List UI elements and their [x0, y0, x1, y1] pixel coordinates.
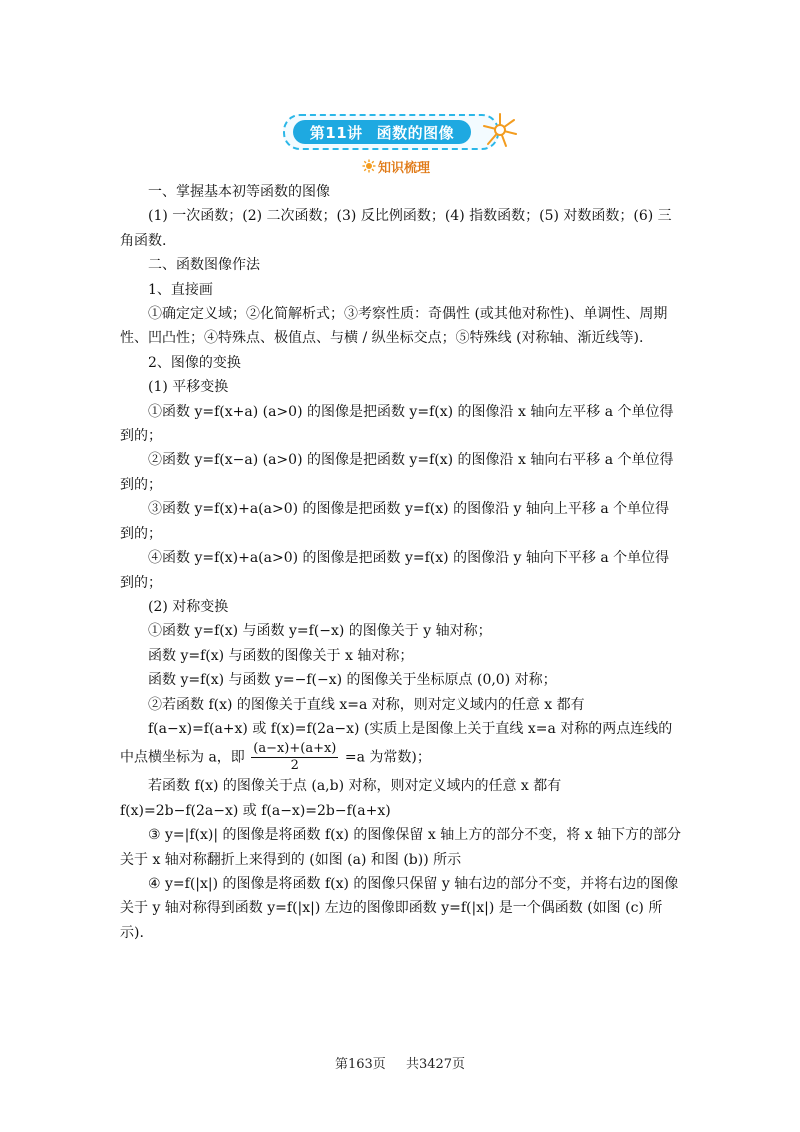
fraction-numerator: (a−x)+(a+x)	[253, 741, 337, 757]
lesson-title-banner	[283, 114, 499, 150]
heading-2: 二、函数图像作法	[148, 257, 260, 274]
sym-item-5-text: f(a−x)=f(a+x) 或 f(x)=f(2a−x) (实质上是图像上关于直线 x=a 对称的两点连线的中点横坐标为 a，即	[120, 720, 673, 766]
body-text	[120, 180, 682, 945]
fraction-denominator: 2	[290, 758, 299, 774]
direct-steps: ①确定定义域；②化简解析式；③考察性质：奇偶性 (或其他对称性)、单调性、周期性、凹凸性；④特殊点、极值点、与横 / 纵坐标交点；⑤特殊线 (对称轴、渐近线等).	[120, 306, 668, 347]
heading-1: 一、掌握基本初等函数的图像	[148, 184, 330, 200]
paragraph-funcs: (1) 一次函数；(2) 二次函数；(3) 反比例函数；(4) 指数函数；(5) 对数函数；(6) 三角函数.	[120, 208, 672, 249]
shift-title: (1) 平移变换	[148, 379, 229, 396]
direct-title: 1、直接画	[148, 281, 213, 298]
sym-title: (2) 对称变换	[148, 598, 229, 615]
sym-item-6: 若函数 f(x) 的图像关于点 (a,b) 对称，则对定义域内的任意 x 都有 f(x)=2b−f(2a−x) 或 f(a−x)=2b−f(a+x)	[120, 778, 562, 819]
abs-item-1: ③ y=|f(x)| 的图像是将函数 f(x) 的图像保留 x 轴上方的部分不变，将 x 轴下方的部分关于 x 轴对称翻折上来得到的 (如图 (a) 和图 (b)) 所示	[120, 827, 682, 868]
transform-title: 2、图像的变换	[148, 354, 241, 371]
shift-item-4: ④函数 y=f(x)+a(a>0) 的图像是把函数 y=f(x) 的图像沿 y 轴向下平移 a 个单位得到的；	[120, 550, 670, 591]
page-number: 第163页	[334, 1057, 386, 1072]
sym-item-1: ①函数 y=f(x) 与函数 y=f(−x) 的图像关于 y 轴对称；	[148, 623, 492, 640]
section-heading	[362, 157, 430, 175]
page-footer	[0, 1053, 800, 1072]
flower-icon	[480, 110, 520, 150]
shift-item-3: ③函数 y=f(x)+a(a>0) 的图像是把函数 y=f(x) 的图像沿 y 轴向上平移 a 个单位得到的；	[120, 501, 670, 542]
sym-item-3: 函数 y=f(x) 与函数 y=−f(−x) 的图像关于坐标原点 (0,0) 对称；	[148, 672, 557, 689]
shift-item-2: ②函数 y=f(x−a) (a>0) 的图像是把函数 y=f(x) 的图像沿 x 轴向右平移 a 个单位得到的；	[120, 452, 674, 493]
sun-icon	[362, 159, 376, 173]
shift-item-1: ①函数 y=f(x+a) (a>0) 的图像是把函数 y=f(x) 的图像沿 x 轴向左平移 a 个单位得到的；	[120, 403, 674, 445]
sym-item-5-tail: =a 为常数)；	[344, 749, 431, 766]
lesson-title	[293, 120, 471, 144]
lesson-number: 第11讲	[309, 123, 363, 142]
sym-item-4: ②若函数 f(x) 的图像关于直线 x=a 对称，则对定义域内的任意 x 都有	[148, 696, 585, 713]
lesson-title-text: 函数的图像	[376, 123, 455, 142]
abs-item-2: ④ y=f(|x|) 的图像是将函数 f(x) 的图像只保留 y 轴右边的部分不变，并将右边的图像关于 y 轴对称得到函数 y=f(|x|) 左边的图像即函数 y=f(|x|) 是一个偶函数 (如图 (c) 所示).	[120, 875, 679, 941]
fraction	[251, 741, 338, 774]
sym-item-5	[120, 717, 682, 774]
page-total: 共3427页	[405, 1057, 466, 1072]
sym-item-2: 函数 y=f(x) 与函数的图像关于 x 轴对称；	[148, 647, 414, 664]
section-heading-text: 知识梳理	[378, 160, 431, 176]
